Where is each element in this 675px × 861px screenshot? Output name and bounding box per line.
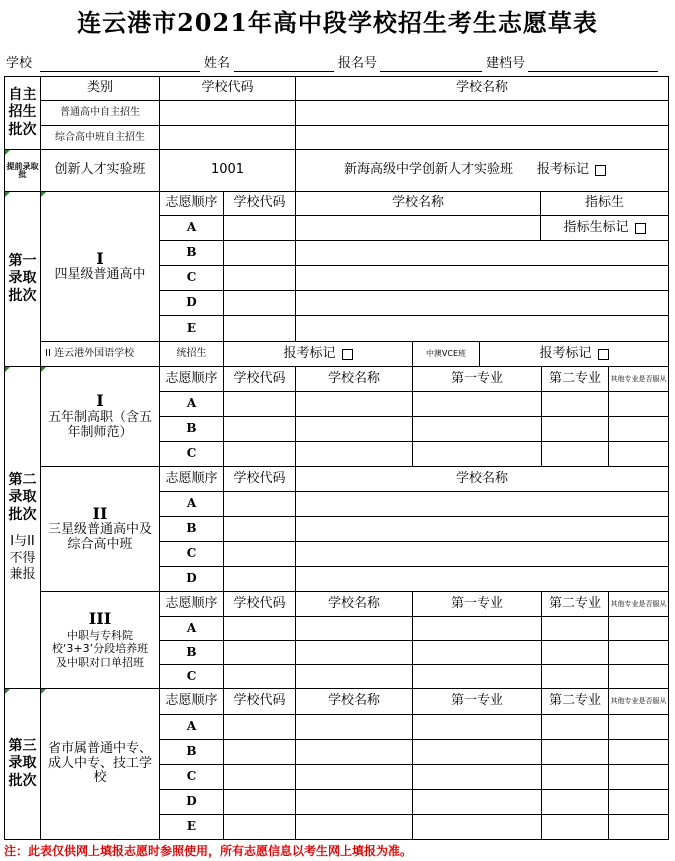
col-school-code: 学校代码 [223, 466, 296, 492]
autonomous-name-cell[interactable] [295, 100, 669, 126]
cell-comment-marker [41, 367, 46, 372]
name-cell[interactable] [295, 714, 413, 740]
major1-cell[interactable] [412, 814, 542, 840]
obey-cell[interactable] [608, 441, 669, 467]
name-field-line[interactable] [234, 71, 334, 72]
major2-cell[interactable] [541, 739, 609, 765]
regular-enroll-checkbox[interactable] [342, 349, 353, 360]
name-cell[interactable] [295, 566, 669, 592]
name-cell[interactable] [295, 416, 413, 442]
school-field-line[interactable] [40, 71, 200, 72]
obey-cell[interactable] [608, 739, 669, 765]
file-no-field-label: 建档号 [486, 56, 526, 71]
col-order: 志愿顺序 [159, 366, 224, 392]
code-cell[interactable] [223, 290, 296, 316]
name-cell[interactable] [295, 491, 669, 517]
batch3-group-label [40, 688, 160, 840]
code-cell[interactable] [223, 541, 296, 567]
batch1-roman: I [96, 248, 104, 268]
order-cell: B [159, 739, 224, 765]
name-cell[interactable] [295, 541, 669, 567]
volunteer-form [4, 76, 669, 840]
innovation-class-code: 1001 [159, 149, 296, 192]
name-cell[interactable] [295, 739, 413, 765]
major2-cell[interactable] [541, 714, 609, 740]
name-cell[interactable] [295, 616, 413, 641]
order-cell: B [159, 640, 224, 665]
order-cell: C [159, 441, 224, 467]
regular-enroll-label: 统招生 [159, 341, 224, 367]
name-cell[interactable] [295, 290, 669, 316]
order-cell: E [159, 814, 224, 840]
regular-enroll-mark-label: 报考标记 [283, 345, 336, 361]
col-school-code: 学校代码 [223, 191, 296, 216]
obey-cell[interactable] [608, 714, 669, 740]
batch1-label: 第一录取批次 [4, 191, 41, 367]
page-title: 连云港市2021年高中段学校招生考生志愿草表 [77, 8, 598, 37]
batch2-g3-name: 中职与专科院校‘3+3’分段培养班及中职对口单招班 [51, 628, 149, 670]
obey-cell[interactable] [608, 416, 669, 442]
col-school-code: 学校代码 [223, 366, 296, 392]
order-cell: D [159, 789, 224, 815]
col-major2: 第二专业 [541, 591, 609, 617]
col-order: 志愿顺序 [159, 591, 224, 617]
code-cell[interactable] [223, 566, 296, 592]
code-cell[interactable] [223, 240, 296, 266]
major1-cell[interactable] [412, 789, 542, 815]
autonomous-batch-label: 自主招生批次 [4, 76, 41, 150]
major1-cell[interactable] [412, 616, 542, 641]
code-cell[interactable] [223, 391, 296, 417]
batch2-label: 第二录取批次 [8, 471, 37, 523]
batch2-g2-label [40, 466, 160, 592]
order-cell: B [159, 240, 224, 266]
name-cell[interactable] [295, 391, 413, 417]
order-cell: A [159, 491, 224, 517]
order-cell: A [159, 616, 224, 641]
major2-cell[interactable] [541, 616, 609, 641]
innovation-mark-label: 报考标记 [537, 162, 590, 178]
order-cell: D [159, 290, 224, 316]
order-cell: D [159, 566, 224, 592]
batch2-g2-roman: II [92, 503, 108, 523]
order-cell: A [159, 215, 224, 241]
quota-mark-label: 指标生标记 [563, 219, 629, 235]
vce-mark-label: 报考标记 [539, 345, 592, 361]
col-order: 志愿顺序 [159, 466, 224, 492]
major2-cell[interactable] [541, 391, 609, 417]
order-cell: B [159, 416, 224, 442]
name-cell[interactable] [295, 640, 413, 665]
name-cell[interactable] [295, 215, 541, 241]
col-school-code: 学校代码 [159, 76, 296, 101]
batch2-g1-name: 五年制高职（含五年制师范） [47, 409, 152, 440]
name-cell[interactable] [295, 240, 669, 266]
col-quota: 指标生 [540, 191, 669, 216]
batch2-g2-name: 三星级普通高中及综合高中班 [47, 522, 152, 553]
autonomous-code-cell[interactable] [159, 125, 296, 150]
order-cell: C [159, 764, 224, 790]
cell-comment-marker [5, 689, 10, 694]
col-major2: 第二专业 [541, 688, 609, 715]
school-field-label: 学校 [6, 56, 33, 71]
col-major1: 第一专业 [412, 591, 542, 617]
code-cell[interactable] [223, 441, 296, 467]
name-cell[interactable] [295, 664, 413, 689]
col-obey-other: 其他专业是否服从 [608, 366, 669, 392]
footnote: 注：此表仅供网上填报志愿时参照使用，所有志愿信息以考生网上填报为准。 [4, 844, 413, 858]
name-cell[interactable] [295, 315, 669, 342]
col-major1: 第一专业 [412, 688, 542, 715]
vce-checkbox[interactable] [598, 349, 609, 360]
major2-cell[interactable] [541, 441, 609, 467]
autonomous-name-cell[interactable] [295, 125, 669, 150]
col-order: 志愿顺序 [159, 191, 224, 216]
batch1-group-name: 四星级普通高中 [54, 267, 146, 283]
order-cell: E [159, 315, 224, 342]
batch2-label-cell [4, 366, 41, 689]
name-cell[interactable] [295, 789, 413, 815]
innovation-class-row [295, 149, 669, 192]
obey-cell[interactable] [608, 664, 669, 689]
early-batch-label: 提前录取批 [4, 149, 41, 192]
name-cell[interactable] [295, 764, 413, 790]
order-cell: C [159, 265, 224, 291]
code-cell[interactable] [223, 265, 296, 291]
autonomous-row-label: 普通高中自主招生 [40, 100, 160, 126]
col-school-name: 学校名称 [295, 76, 669, 101]
order-cell: C [159, 541, 224, 567]
col-school-name: 学校名称 [295, 466, 669, 492]
code-cell[interactable] [223, 640, 296, 665]
cell-comment-marker [41, 192, 46, 197]
cell-comment-marker [5, 367, 10, 372]
batch1-group-label [40, 191, 160, 342]
vce-class-mark [479, 341, 669, 367]
col-major2: 第二专业 [541, 366, 609, 392]
code-cell[interactable] [223, 416, 296, 442]
quota-mark-cell [540, 215, 669, 241]
order-cell: C [159, 664, 224, 689]
col-school-name: 学校名称 [295, 688, 413, 715]
code-cell[interactable] [223, 491, 296, 517]
col-major1: 第一专业 [412, 366, 542, 392]
cell-comment-marker [41, 689, 46, 694]
name-cell[interactable] [295, 814, 413, 840]
obey-cell[interactable] [608, 616, 669, 641]
innovation-class-school: 新海高级中学创新人才实验班 [344, 162, 514, 178]
major2-cell[interactable] [541, 416, 609, 442]
major1-cell[interactable] [412, 391, 542, 417]
name-cell[interactable] [295, 516, 669, 542]
code-cell[interactable] [223, 764, 296, 790]
batch2-exclusive-note: I与II不得兼报 [9, 534, 36, 582]
code-cell[interactable] [223, 739, 296, 765]
major1-cell[interactable] [412, 416, 542, 442]
col-school-code: 学校代码 [223, 688, 296, 715]
batch3-group-name: 省市属普通中专、成人中专、技工学校 [47, 740, 152, 786]
obey-cell[interactable] [608, 391, 669, 417]
code-cell[interactable] [223, 315, 296, 342]
order-cell: A [159, 391, 224, 417]
batch2-g1-roman: I [96, 391, 104, 411]
quota-mark-checkbox[interactable] [635, 223, 646, 234]
major2-cell[interactable] [541, 814, 609, 840]
name-cell[interactable] [295, 441, 413, 467]
col-school-name: 学校名称 [295, 366, 413, 392]
reg-no-field-line[interactable] [380, 71, 482, 72]
name-cell[interactable] [295, 265, 669, 291]
col-school-name: 学校名称 [295, 191, 541, 216]
obey-cell[interactable] [608, 789, 669, 815]
vce-class-label: 中澳VCE班 [412, 341, 480, 367]
col-category: 类别 [40, 76, 160, 101]
code-cell[interactable] [223, 814, 296, 840]
reg-no-field-label: 报名号 [338, 56, 378, 71]
code-cell[interactable] [223, 516, 296, 542]
file-no-field-line[interactable] [528, 71, 658, 72]
col-obey-other: 其他专业是否服从 [608, 688, 669, 715]
batch2-g1-label [40, 366, 160, 467]
major1-cell[interactable] [412, 664, 542, 689]
code-cell[interactable] [223, 789, 296, 815]
obey-cell[interactable] [608, 764, 669, 790]
code-cell[interactable] [223, 664, 296, 689]
major2-cell[interactable] [541, 640, 609, 665]
code-cell[interactable] [223, 215, 296, 241]
major2-cell[interactable] [541, 764, 609, 790]
batch3-label: 第三录取批次 [4, 688, 41, 840]
obey-cell[interactable] [608, 814, 669, 840]
innovation-mark-checkbox[interactable] [595, 165, 606, 176]
major2-cell[interactable] [541, 664, 609, 689]
batch2-g3-roman: III [88, 609, 112, 629]
autonomous-row-label: 综合高中班自主招生 [40, 125, 160, 150]
major1-cell[interactable] [412, 714, 542, 740]
foreign-language-school-label: II 连云港外国语学校 [40, 341, 160, 367]
autonomous-code-cell[interactable] [159, 100, 296, 126]
major1-cell[interactable] [412, 640, 542, 665]
col-school-name: 学校名称 [295, 591, 413, 617]
batch2-g3-label [40, 591, 160, 689]
major1-cell[interactable] [412, 764, 542, 790]
col-obey-other: 其他专业是否服从 [608, 591, 669, 617]
name-field-label: 姓名 [204, 56, 231, 71]
regular-enroll-mark [223, 341, 413, 367]
major1-cell[interactable] [412, 441, 542, 467]
cell-comment-marker [5, 150, 10, 155]
obey-cell[interactable] [608, 640, 669, 665]
cell-comment-marker [5, 192, 10, 197]
code-cell[interactable] [223, 616, 296, 641]
code-cell[interactable] [223, 714, 296, 740]
col-order: 志愿顺序 [159, 688, 224, 715]
innovation-class-label: 创新人才实验班 [40, 149, 160, 192]
major1-cell[interactable] [412, 739, 542, 765]
major2-cell[interactable] [541, 789, 609, 815]
order-cell: A [159, 714, 224, 740]
order-cell: B [159, 516, 224, 542]
col-school-code: 学校代码 [223, 591, 296, 617]
